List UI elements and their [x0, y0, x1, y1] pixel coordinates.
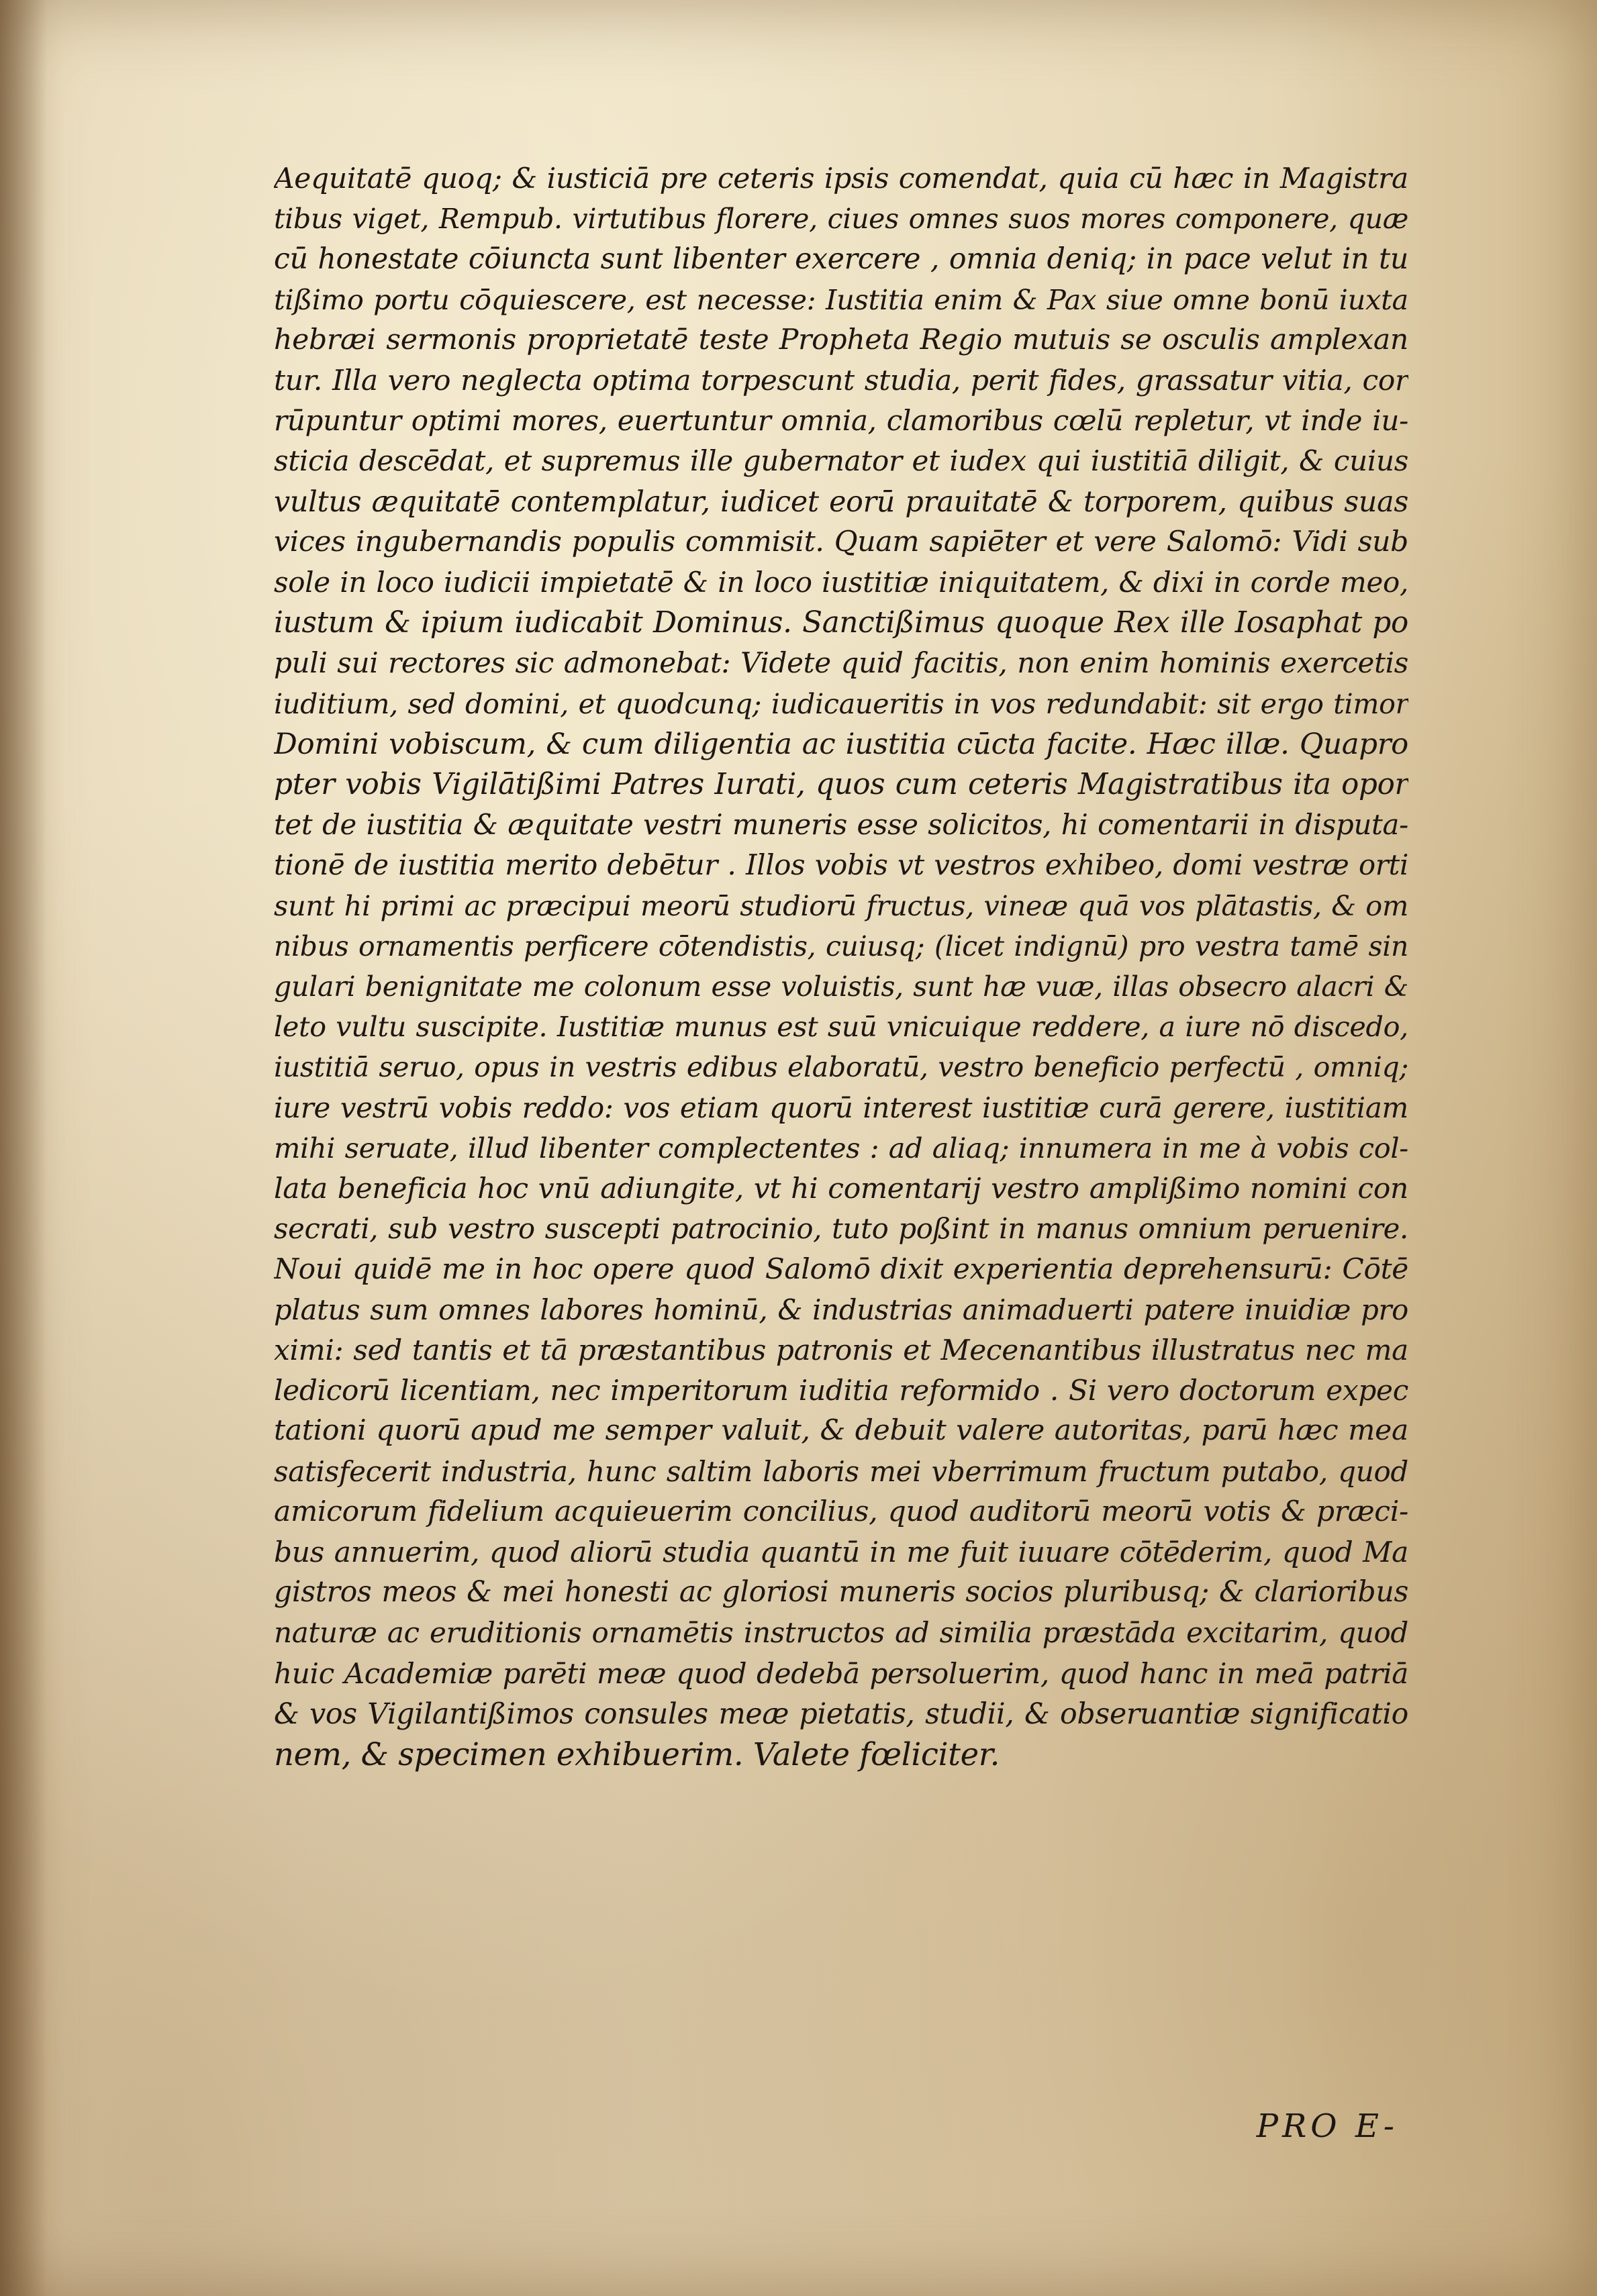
text-line: Domini vobiscum, & cum diligentia ac iustitia cūcta facite. Hæc illæ. Quapro [274, 727, 1408, 761]
text-line: sunt hi primi ac præcipui meorū studiorū fructus, vineæ quā vos plātastis, & om [274, 889, 1408, 922]
text-line: vices ingubernandis populis commisit. Quam sapiēter et vere Salomō: Vidi sub [274, 525, 1408, 558]
text-line: bus annuerim, quod aliorū studia quantū in me fuit iuuare cōtēderim, quod Ma [274, 1535, 1408, 1568]
text-line: iustitiā seruo, opus in vestris edibus elaboratū, vestro beneficio perfectū , omniq; [274, 1051, 1408, 1084]
text-line: hebræi sermonis proprietatē teste Propheta Regio mutuis se osculis amplexan [274, 323, 1408, 356]
text-line: amicorum fidelium acquieuerim concilius, quod auditorū meorū votis & præci- [274, 1495, 1408, 1528]
text-line: nem, & specimen exhibuerim. Valete fœliciter. [274, 1736, 1000, 1773]
text-line: platus sum omnes labores hominū, & industrias animaduerti patere inuidiæ pro [274, 1293, 1408, 1326]
text-line: huic Academiæ parēti meæ quod dedebā persoluerim, quod hanc in meā patriā [274, 1656, 1408, 1690]
text-line: lata beneficia hoc vnū adiungite, vt hi comentarij vestro amplißimo nomini con [274, 1172, 1408, 1205]
text-line: gistros meos & mei honesti ac gloriosi muneris socios pluribusq; & clarioribus [274, 1576, 1408, 1609]
text-line: puli sui rectores sic admonebat: Videte quid facitis, non enim hominis exercetis [274, 646, 1408, 680]
text-line: tibus viget, Rempub. virtutibus florere, ciues omnes suos mores componere, quæ [274, 203, 1408, 236]
text-line: iure vestrū vobis reddo: vos etiam quorū interest iustitiæ curā gerere, iustitiam [274, 1091, 1408, 1124]
text-line: gulari benignitate me colonum esse voluistis, sunt hæ vuæ, illas obsecro alacri & [274, 970, 1408, 1003]
text-line: iuditium, sed domini, et quodcunq; iudicaueritis in vos redundabit: sit ergo timor [274, 687, 1408, 720]
text-line: rūpuntur optimi mores, euertuntur omnia, clamoribus cœlū repletur, vt inde iu- [274, 404, 1408, 438]
text-line: tet de iustitia & æquitate vestri muneris esse solicitos, hi comentarii in disputa- [274, 808, 1408, 842]
text-line: ximi: sed tantis et tā præstantibus patronis et Mecenantibus illustratus nec ma [274, 1333, 1408, 1366]
text-line: tionē de iustitia merito debētur . Illos vobis vt vestros exhibeo, domi vestræ orti [274, 848, 1408, 882]
text-line: naturæ ac eruditionis ornamētis instructos ad similia præstāda excitarim, quod [274, 1616, 1408, 1650]
text-line: cū honestate cōiuncta sunt libenter exercere , omnia deniq; in pace velut in tu [274, 242, 1408, 277]
text-line: pter vobis Vigilātißimi Patres Iurati, quos cum ceteris Magistratibus ita opor [274, 768, 1408, 802]
text-line: vultus æquitatē contemplatur, iudicet eorū prauitatē & torporem, quibus suas [274, 485, 1408, 519]
text-line: & vos Vigilantißimos consules meæ pietatis, studii, & obseruantiæ significatio [274, 1697, 1408, 1731]
text-line: mihi seruate, illud libenter complectentes : ad aliaq; innumera in me à vobis col- [274, 1132, 1408, 1164]
text-line: secrati, sub vestro suscepti patrocinio, tuto poßint in manus omnium peruenire. [274, 1212, 1408, 1246]
text-line: sticia descēdat, et supremus ille gubernator et iudex qui iustitiā diligit, & cuius [274, 444, 1408, 478]
body-text [274, 158, 1408, 1775]
text-line: Aequitatē quoq; & iusticiā pre ceteris ipsis comendat, quia cū hæc in Magistra [274, 162, 1408, 195]
catchword: PRO E- [1256, 2107, 1398, 2145]
text-line: sole in loco iudicii impietatē & in loco iustitiæ iniquitatem, & dixi in corde meo, [274, 566, 1408, 599]
text-line: leto vultu suscipite. Iustitiæ munus est suū vnicuique reddere, a iure nō discedo, [274, 1011, 1408, 1044]
text-line: ledicorū licentiam, nec imperitorum iuditia reformido . Si vero doctorum expec [274, 1374, 1408, 1407]
text-line: iustum & ipium iudicabit Dominus. Sanctißimus quoque Rex ille Iosaphat po [274, 605, 1408, 640]
text-line: Noui quidē me in hoc opere quod Salomō dixit experientia deprehensurū: Cōtē [274, 1252, 1408, 1286]
text-line: satisfecerit industria, hunc saltim laboris mei vberrimum fructum putabo, quod [274, 1454, 1408, 1488]
text-line: tißimo portu cōquiescere, est necesse: Iustitia enim & Pax siue omne bonū iuxta [274, 283, 1408, 316]
text-line: tur. Illa vero neglecta optima torpescunt studia, perit fides, grassatur vitia, cor [274, 364, 1408, 397]
text-line: nibus ornamentis perficere cōtendistis, cuiusq; (licet indignū) pro vestra tamē sin [274, 930, 1408, 962]
text-line: tationi quorū apud me semper valuit, & debuit valere autoritas, parū hæc mea [274, 1414, 1408, 1448]
